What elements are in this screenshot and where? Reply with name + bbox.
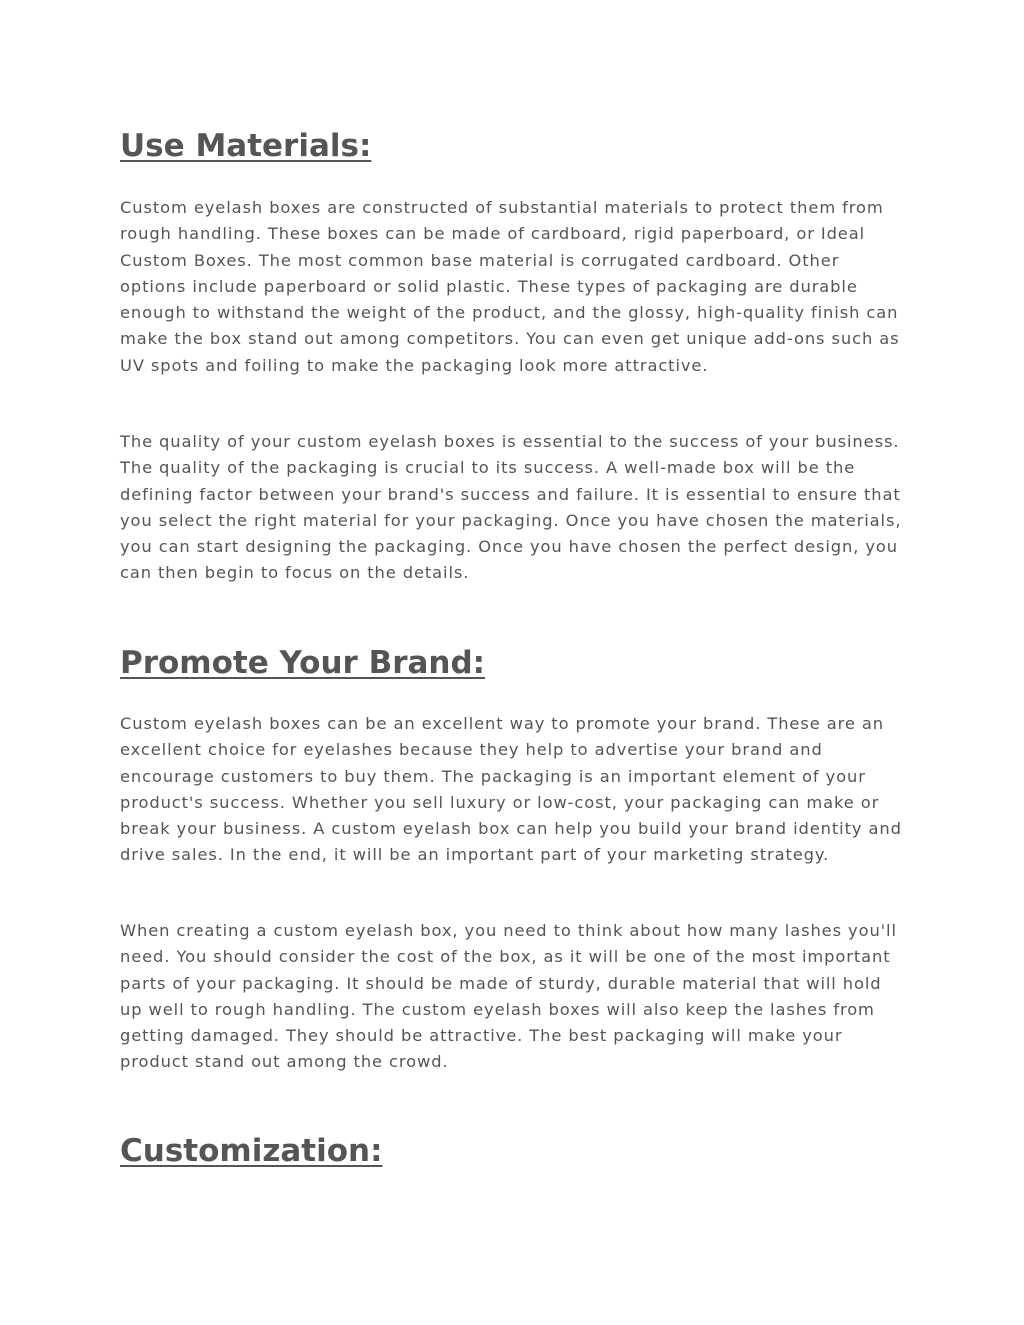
paragraph-brand-1: Custom eyelash boxes can be an excellent way to promote your brand. These are an excellent choice for eyelashes because they help to advertise your brand and encourage customers to buy them. The packaging is an important element of your product's success. Whether you sell luxury or low-cost, your packaging can make or break your business. A custom eyelash box can help you build your brand identity and drive sales. In the end, it will be an important part of your marketing strategy. (120, 714, 902, 865)
heading-use-materials: Use Materials: (120, 128, 372, 164)
paragraph-materials-1: Custom eyelash boxes are constructed of substantial materials to protect them from rough handling. These boxes can be made of cardboard, rigid paperboard, or Ideal Custom Boxes. The most common base material is corrugated cardboard. Other options include paperboard or solid plastic. These types of packaging are durable enough to withstand the weight of the product, and the glossy, high-quality finish can make the box stand out among competitors. You can even get unique add-ons such as UV spots and foiling to make the packaging look more attractive. (120, 198, 900, 375)
heading-promote-your-brand: Promote Your Brand: (120, 645, 486, 681)
paragraph-brand-2: When creating a custom eyelash box, you need to think about how many lashes you'll need. You should consider the cost of the box, as it will be one of the most important parts of your packaging. It should be made of sturdy, durable material that will hold up well to rough handling. The custom eyelash boxes will also keep the lashes from getting damaged. They should be attractive. The best packaging will make your product stand out among the crowd. (120, 921, 897, 1072)
heading-customization: Customization: (120, 1133, 383, 1169)
paragraph-materials-2: The quality of your custom eyelash boxes is essential to the success of your business. The quality of the packaging is crucial to its success. A well-made box will be the defining factor between your brand's success and failure. It is essential to ensure that you select the right material for your packaging. Once you have chosen the materials, you can start designing the packaging. Once you have chosen the perfect design, you can then begin to focus on the details. (120, 432, 902, 583)
